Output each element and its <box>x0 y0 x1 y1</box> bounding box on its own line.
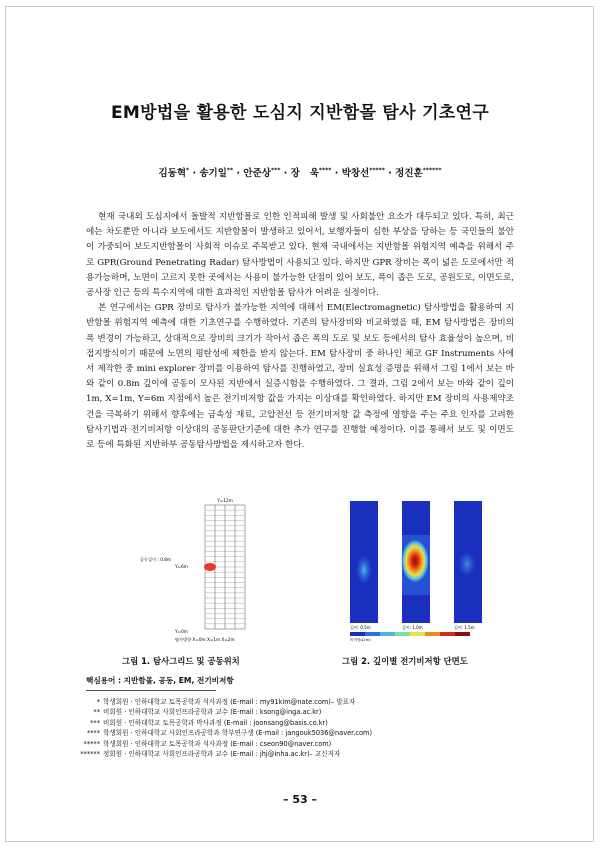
colorbar-label: 비저항(Ω·m) <box>350 638 371 642</box>
author-name: 정진훈 <box>395 168 423 179</box>
author-name: 송기일 <box>199 168 227 179</box>
author-line: 김동혁* · 송기일** · 안준상*** · 장 욱**** · 박창선***** · 정진훈****** <box>158 166 442 179</box>
figure-resistivity-sections <box>330 495 490 645</box>
colorbar <box>350 632 470 636</box>
abstract-body <box>86 210 514 453</box>
author-mark: **** <box>318 166 332 174</box>
figure1-caption: 그림 1. 탐사그리드 및 공동위치 <box>122 656 240 666</box>
label-y0: Y=0m <box>175 629 188 634</box>
keywords: 핵심용어 : 지반함몰, 공동, EM, 전기비저항 <box>86 676 234 685</box>
footnote-mark: *** <box>90 718 100 727</box>
footnote-text: 학생회원 · 인하대학교 사회인프라공학과 학부연구생 (E-mail : jangouk5036@naver.com) <box>103 729 373 738</box>
label-direction: 탐사방향 X=0m X=1m X=2m <box>175 637 235 642</box>
author-mark: ****** <box>422 166 442 174</box>
colorbar-swatch <box>395 632 410 636</box>
colorbar-swatch <box>380 632 395 636</box>
abstract-paragraph: 본 연구에서는 GPR 장비로 탐사가 불가능한 지역에 대해서 EM(Electromagnetic) 탐사방법을 활용하여 지반함몰 위험지역 예측에 대한 기초연구를 수행하였다. 기존의 탐사장비와 비교하였을 때, EM 탐사방법은 장비의 폭 변경이 가능하고, 상대적으로 장비의 크기가 작아서 좁은 폭의 도로 및 보도 등에서의 탐사 효율성이 높으며, 비접지방식이기 때문에 노면의 평탄성에 제한을 받지 않는다. EM 탐사장비 중 하나인 체코 GF Instruments 사에서 제작한 중 mini explorer 장비를 이용하여 탐사를 진행하였고, 장비 실효성 증명을 위해서 그림 1에서 보는 바와 같이 0.8m 깊이에 공동이 모사된 지반에서 실증시험을 수행하였다. 그 결과, 그림 2에서 보는 바와 같이 깊이 1m, X=1m, Y=6m 지점에서 높은 전기비저항 값을 가지는 이상대를 확인하였다. 하지만 EM 장비의 사용제약조건을 극복하기 위해서 향후에는 금속성 재료, 고압전선 등 전기비저항 값 측정에 영향을 주는 주요 인자를 고려한 탐사기법과 전기비저항 이상대의 공동판단기준에 대한 추가 연구를 진행할 예정이다. 이를 통해서 보도 및 이면도로 등에 특화된 지반하부 공동탐사방법을 제시하고자 한다. <box>86 303 514 451</box>
colorbar-swatch <box>350 632 365 636</box>
label-y12: Y=12m <box>217 498 233 503</box>
author-name: 김동혁 <box>158 168 186 179</box>
depth-label: 깊이: 1.5m <box>454 625 475 630</box>
author-mark: ***** <box>369 166 385 174</box>
colorbar-swatch <box>365 632 380 636</box>
footnote-mark: ****** <box>80 750 100 759</box>
footnote-mark: ***** <box>83 739 100 748</box>
footnote <box>70 739 372 749</box>
author-mark: * <box>186 166 190 174</box>
anomaly-zone <box>356 555 372 585</box>
author-mark: *** <box>270 166 281 174</box>
cavity-marker <box>204 563 216 571</box>
label-y6: Y=6m <box>175 564 188 569</box>
footnote <box>70 718 372 728</box>
footnote-divider <box>86 690 216 691</box>
footnote <box>70 707 372 717</box>
page-number: – 53 – <box>283 793 317 806</box>
figure-survey-grid <box>120 495 280 645</box>
section-panel-1 <box>350 501 378 630</box>
author-name: 안준상 <box>243 168 271 179</box>
footnote-mark: * <box>96 698 100 706</box>
colorbar-swatch <box>455 632 470 636</box>
colorbar-swatch <box>425 632 440 636</box>
footnote-text: 비회원 · 인하대학교 토목공학과 박사과정 (E-mail : joonsang@basis.co.kr) <box>103 718 328 727</box>
footnote-text: 학생회원 · 인하대학교 토목공학과 석사과정 (E-mail : cseon90@naver.com) <box>103 739 332 748</box>
author-name: 장 욱 <box>290 168 319 179</box>
author-name: 박창선 <box>341 168 370 179</box>
footnote-mark: ** <box>93 708 100 717</box>
anomaly-zone <box>401 539 429 583</box>
section-panel-3 <box>454 501 482 630</box>
footnote-mark: **** <box>86 729 100 738</box>
colorbar-swatch <box>440 632 455 636</box>
colorbar-swatch <box>410 632 425 636</box>
footnote <box>70 728 372 738</box>
footnotes <box>70 697 372 759</box>
footnote-text: 학생회원 · 인하대학교 토목공학과 석사과정 (E-mail : my91kim@nate.com)– 발표자 <box>103 698 356 706</box>
footnote-text: 정회원 · 인하대학교 사회인프라공학과 교수 (E-mail : jhj@inha.ac.kr)– 교신저자 <box>103 750 341 759</box>
footnote <box>70 697 372 707</box>
depth-label: 깊이: 1.0m <box>402 625 423 630</box>
paper-title: EM방법을 활용한 도심지 지반함몰 탐사 기초연구 <box>111 103 489 123</box>
section-panel-2 <box>401 501 430 630</box>
author-mark: ** <box>226 166 234 174</box>
figure2-caption: 그림 2. 깊이별 전기비저항 단면도 <box>342 656 468 666</box>
anomaly-zone <box>458 551 476 577</box>
abstract-paragraph: 현재 국내외 도심지에서 돌발적 지반함몰로 인한 인적피해 발생 및 사회불안 요소가 대두되고 있다. 특히, 최근에는 차도뿐만 아니라 보도에서도 지반함몰이 발생하고 있어서, 보행자들이 심한 부상을 당하는 등 국민들의 불안이 가중되어 보도지반함몰이 사회적 이슈로 주목받고 있다. 현재 국내에서는 지반함몰 위험지역 예측을 위해서 주로 GPR(Ground Penetrating Radar) 탐사방법이 사용되고 있다. 하지만 GPR 장비는 폭이 넓은 도로에서만 적용가능하며, 노면이 고르지 못한 곳에서는 사용이 불가능한 단점이 있어 보도, 폭이 좁은 도로, 공원도로, 이면도로, 공사장 인근 등의 특수지역에 대한 효과적인 지반함몰 탐사가 어려운 실정이다. <box>86 212 514 299</box>
label-cavity-depth: 공동깊이 : 0.8m <box>140 557 171 562</box>
depth-label: 깊이: 0.5m <box>350 625 371 630</box>
footnote <box>70 749 372 759</box>
footnote-text: 비회원 · 인하대학교 사회인프라공학과 교수 (E-mail : ksong@inga.ac.kr) <box>103 708 322 717</box>
